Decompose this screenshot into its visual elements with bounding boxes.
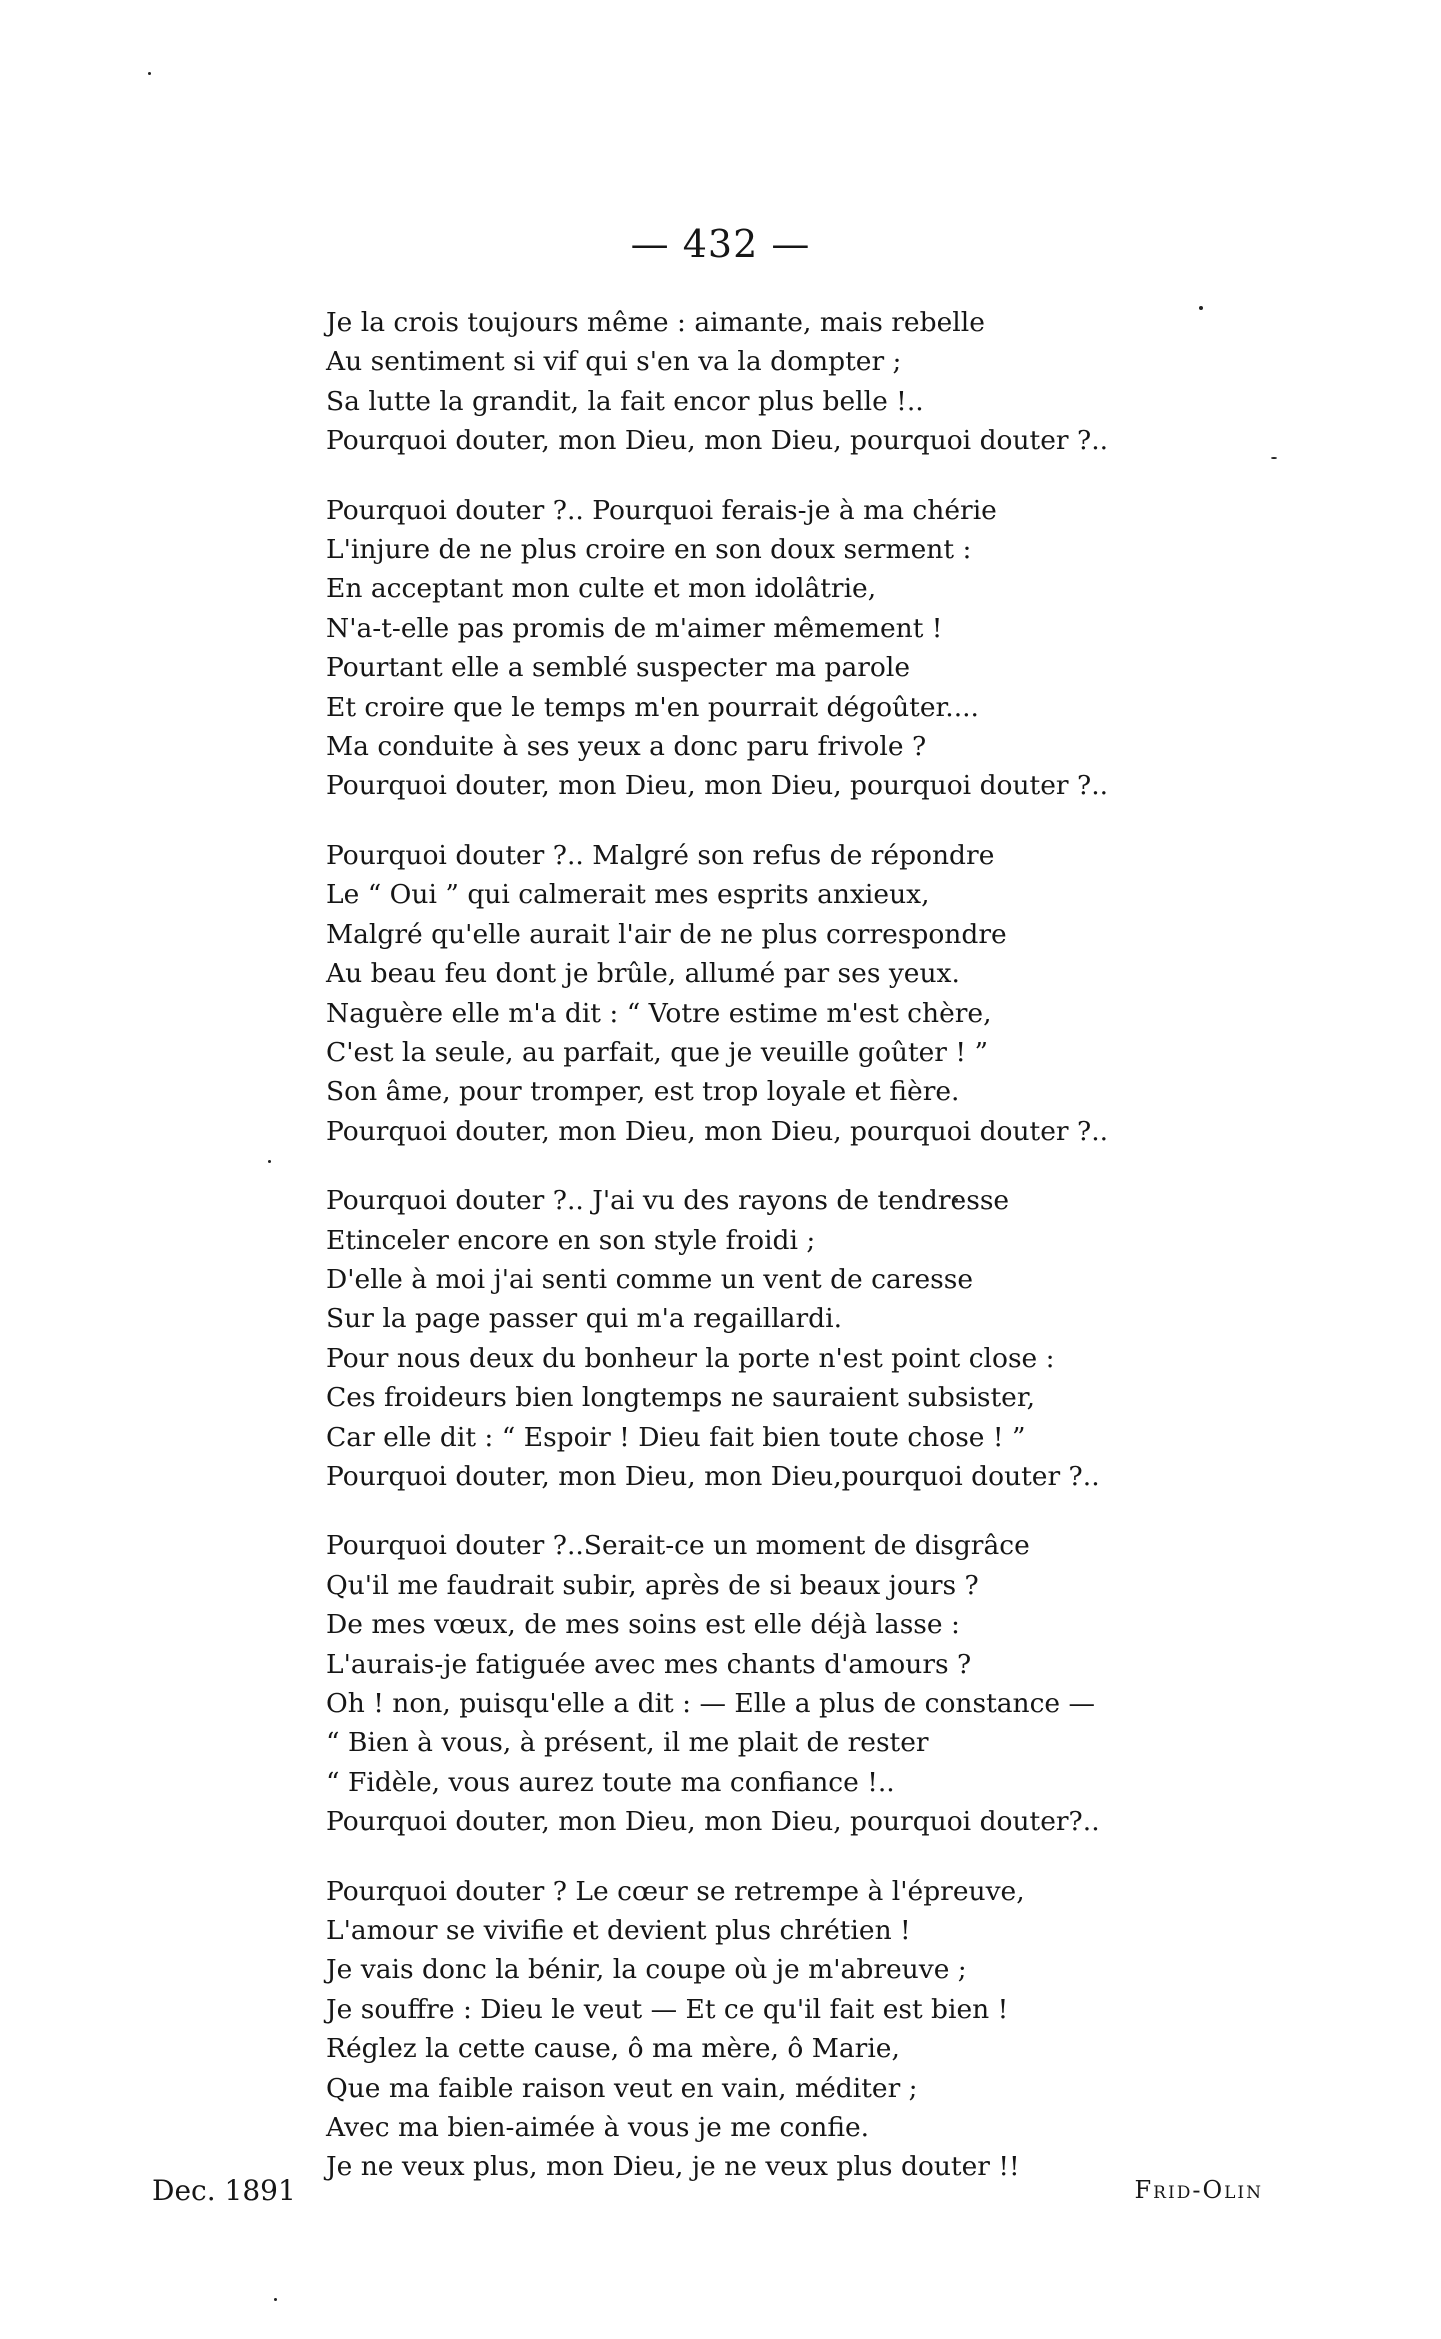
page-number: — 432 — — [630, 222, 811, 266]
refrain-line: Pourquoi douter, mon Dieu, mon Dieu, pourquoi douter ?.. — [326, 1115, 1109, 1147]
verse-line: Pourquoi douter ?.. Pourquoi ferais-je à ma chérie — [326, 494, 997, 526]
verse-line: Malgré qu'elle aurait l'air de ne plus correspondre — [326, 918, 1007, 950]
verse-line: En acceptant mon culte et mon idolâtrie, — [326, 573, 877, 605]
verse-line: Pour nous deux du bonheur la porte n'est point close : — [326, 1342, 1055, 1374]
author-signature: Frid-Olin — [1134, 2176, 1263, 2204]
verse-line: Je vais donc la bénir, la coupe où je m'abreuve ; — [326, 1954, 967, 1986]
verse-line: N'a-t-elle pas promis de m'aimer mêmement ! — [326, 612, 943, 644]
verse-line: Je souffre : Dieu le veut — Et ce qu'il fait est bien ! — [326, 1993, 1009, 2025]
verse-line: D'elle à moi j'ai senti comme un vent de caresse — [326, 1263, 974, 1295]
verse-line: L'amour se vivifie et devient plus chrétien ! — [326, 1915, 911, 1947]
verse-line: Que ma faible raison veut en vain, méditer ; — [326, 2072, 918, 2104]
poem — [326, 303, 1326, 2217]
verse-line: Pourquoi douter ?.. J'ai vu des rayons de tendresse — [326, 1185, 1010, 1217]
verse-line: C'est la seule, au parfait, que je veuille goûter ! ” — [326, 1036, 989, 1068]
verse-line: L'injure de ne plus croire en son doux serment : — [326, 534, 972, 566]
verse-line: Car elle dit : “ Espoir ! Dieu fait bien toute chose ! ” — [326, 1421, 1026, 1453]
verse-line: Au sentiment si vif qui s'en va la dompter ; — [326, 346, 902, 378]
verse-line: Au beau feu dont je brûle, allumé par ses yeux. — [326, 958, 960, 990]
refrain-line: Pourquoi douter, mon Dieu, mon Dieu, pourquoi douter?.. — [326, 1806, 1100, 1838]
verse-line: Ces froideurs bien longtemps ne sauraient subsister, — [326, 1382, 1036, 1414]
verse-line: Qu'il me faudrait subir, après de si beaux jours ? — [326, 1569, 979, 1601]
refrain-line: Pourquoi douter, mon Dieu, mon Dieu,pourquoi douter ?.. — [326, 1460, 1100, 1492]
verse-line: Etinceler encore en son style froidi ; — [326, 1224, 816, 1256]
verse-line: Ma conduite à ses yeux a donc paru frivole ? — [326, 731, 927, 763]
verse-line: Sa lutte la grandit, la fait encor plus belle !.. — [326, 385, 924, 417]
verse-line: Sur la page passer qui m'a regaillardi. — [326, 1303, 843, 1335]
verse-line: Pourquoi douter ? Le cœur se retrempe à l'épreuve, — [326, 1875, 1025, 1907]
verse-line: Le “ Oui ” qui calmerait mes esprits anxieux, — [326, 879, 930, 911]
ink-speck — [148, 72, 151, 75]
date-line: Dec. 1891 — [152, 2174, 296, 2207]
verse-line: Je la crois toujours même : aimante, mais rebelle — [326, 307, 985, 338]
ink-speck — [268, 1160, 271, 1163]
stanza — [326, 836, 1326, 1151]
verse-line: Et croire que le temps m'en pourrait dégoûter.... — [326, 691, 979, 723]
stanza — [326, 491, 1326, 806]
ink-speck — [274, 2298, 277, 2301]
refrain-line: Pourquoi douter, mon Dieu, mon Dieu, pourquoi douter ?.. — [326, 425, 1109, 457]
verse-line: Oh ! non, puisqu'elle a dit : — Elle a plus de constance — — [326, 1688, 1096, 1719]
refrain-line: Pourquoi douter, mon Dieu, mon Dieu, pourquoi douter ?.. — [326, 770, 1109, 802]
verse-line: Pourquoi douter ?..Serait-ce un moment de disgrâce — [326, 1530, 1030, 1562]
final-line: Je ne veux plus, mon Dieu, je ne veux plus douter !! — [326, 2151, 1020, 2183]
verse-line: “ Bien à vous, à présent, il me plait de rester — [326, 1727, 929, 1759]
verse-line: Pourtant elle a semblé suspecter ma parole — [326, 652, 911, 684]
verse-line: Son âme, pour tromper, est trop loyale et fière. — [326, 1076, 960, 1108]
stanza — [326, 303, 1326, 461]
stanza — [326, 1526, 1326, 1841]
verse-line: “ Fidèle, vous aurez toute ma confiance !.. — [326, 1766, 895, 1798]
verse-line: Réglez la cette cause, ô ma mère, ô Marie, — [326, 2033, 900, 2065]
stanza — [326, 1181, 1326, 1496]
verse-line: Naguère elle m'a dit : “ Votre estime m'est chère, — [326, 997, 992, 1029]
verse-line: Avec ma bien-aimée à vous je me confie. — [326, 2112, 870, 2144]
verse-line: De mes vœux, de mes soins est elle déjà lasse : — [326, 1609, 960, 1641]
verse-line: Pourquoi douter ?.. Malgré son refus de répondre — [326, 839, 995, 871]
verse-line: L'aurais-je fatiguée avec mes chants d'amours ? — [326, 1648, 972, 1680]
stanza — [326, 1872, 1326, 2187]
